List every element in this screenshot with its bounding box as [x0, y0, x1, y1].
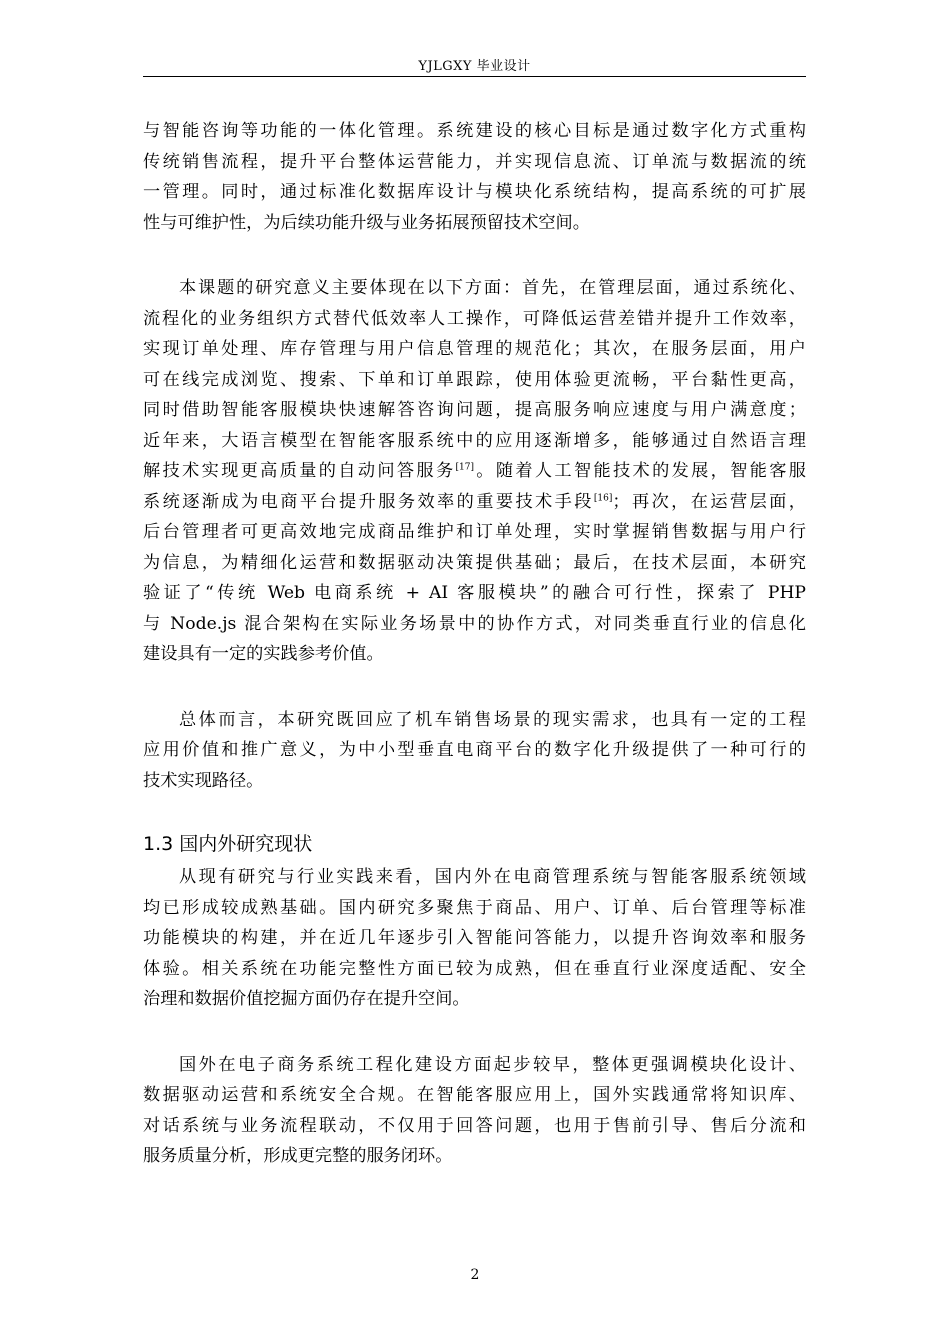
text-fragment: ；再次，在运营层面，	[612, 491, 806, 512]
text-line: 从现有研究与行业实践来看，国内外在电商管理系统与智能客服系统领域	[179, 867, 806, 887]
paragraph-intro-continued	[143, 116, 806, 238]
running-header: YJLGXY 毕业设计	[418, 59, 531, 74]
text-line: 实现订单处理、库存管理与用户信息管理的规范化；其次，在服务层面，用户	[143, 339, 806, 359]
text-line: 近年来，大语言模型在智能客服系统中的应用逐渐增多，能够通过自然语言理	[143, 430, 806, 451]
document-body	[143, 116, 806, 1172]
text-fragment: 解技术实现更高质量的自动问答服务	[143, 461, 456, 481]
text-line: 功能模块的构建，并在近几年逐步引入智能问答能力，以提升咨询效率和服务	[143, 928, 806, 948]
text-line: 可在线完成浏览、搜索、下单和订单跟踪，使用体验更流畅，平台黏性更高，	[143, 369, 806, 390]
text-line: 与智能咨询等功能的一体化管理。系统建设的核心目标是通过数字化方式重构	[143, 121, 806, 141]
text-line	[143, 456, 806, 487]
text-line: 流程化的业务组织方式替代低效率人工操作，可降低运营差错并提升工作效率，	[143, 308, 806, 329]
text-line: 与 Node.js 混合架构在实际业务场景中的协作方式，对同类垂直行业的信息化	[143, 613, 806, 634]
text-fragment: 。随着人工智能技术的发展，智能客服	[473, 461, 806, 481]
paragraph-research-significance	[143, 273, 806, 670]
citation-17: [17]	[455, 462, 474, 473]
citation-16: [16]	[593, 492, 613, 503]
text-line: 为信息，为精细化运营和数据驱动决策提供基础；最后，在技术层面，本研究	[143, 552, 806, 573]
text-line	[143, 487, 806, 518]
paragraph-summary	[143, 705, 806, 797]
text-line: 总体而言，本研究既回应了机车销售场景的现实需求，也具有一定的工程	[179, 709, 806, 730]
text-line: 国外在电子商务系统工程化建设方面起步较早，整体更强调模块化设计、	[179, 1054, 806, 1075]
text-line: 服务质量分析，形成更完整的服务闭环。	[143, 1146, 453, 1166]
text-line: 建设具有一定的实践参考价值。	[143, 644, 384, 664]
text-line: 体验。相关系统在功能完整性方面已较为成熟，但在垂直行业深度适配、安全	[143, 958, 806, 979]
text-line: 数据驱动运营和系统安全合规。在智能客服应用上，国外实践通常将知识库、	[143, 1085, 806, 1105]
paragraph-foreign-research	[143, 1050, 806, 1172]
text-line: 治理和数据价值挖掘方面仍存在提升空间。	[143, 989, 470, 1009]
section-heading: 1.3 国内外研究现状	[143, 833, 313, 855]
text-line: 均已形成较成熟基础。国内研究多聚焦于商品、用户、订单、后台管理等标准	[143, 897, 806, 918]
paragraph-domestic-research	[143, 862, 806, 1015]
text-line: 应用价值和推广意义，为中小型垂直电商平台的数字化升级提供了一种可行的	[143, 740, 806, 760]
page-number: 2	[470, 1267, 480, 1283]
text-line: 同时借助智能客服模块快速解答咨询问题，提高服务响应速度与用户满意度；	[143, 400, 806, 420]
text-line: 后台管理者可更高效地完成商品维护和订单处理，实时掌握销售数据与用户行	[143, 522, 806, 542]
text-fragment: 系统逐渐成为电商平台提升服务效率的重要技术手段	[143, 491, 594, 512]
text-line: 传统销售流程，提升平台整体运营能力，并实现信息流、订单流与数据流的统	[143, 151, 806, 172]
text-line: 性与可维护性，为后续功能升级与业务拓展预留技术空间。	[143, 212, 590, 233]
text-line: 验证了“传统 Web 电商系统 + AI 客服模块”的融合可行性，探索了 PHP	[143, 583, 806, 603]
text-line: 本课题的研究意义主要体现在以下方面：首先，在管理层面，通过系统化、	[179, 278, 806, 298]
text-line: 技术实现路径。	[143, 770, 264, 791]
text-line: 对话系统与业务流程联动，不仅用于回答问题，也用于售前引导、售后分流和	[143, 1115, 806, 1136]
text-line: 一管理。同时，通过标准化数据库设计与模块化系统结构，提高系统的可扩展	[143, 182, 806, 202]
header-rule	[143, 76, 806, 77]
